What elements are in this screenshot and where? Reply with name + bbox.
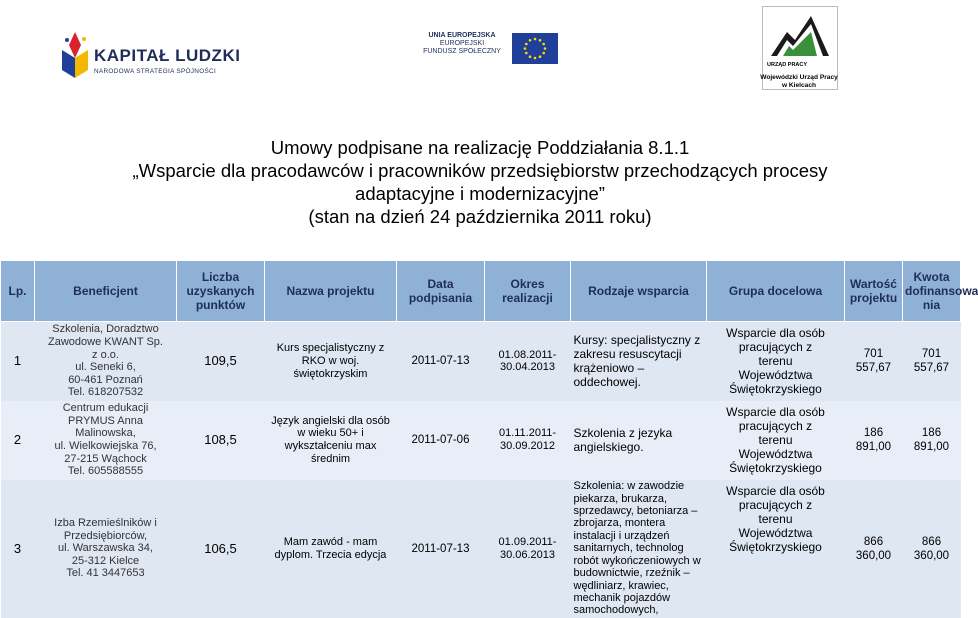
ue-line-2: EUROPEJSKI	[439, 40, 485, 47]
kapital-ludzki-subtitle: NARODOWA STRATEGIA SPÓJNOŚCI	[94, 68, 217, 75]
cell-lp: 2	[1, 401, 35, 480]
header-project-name: Nazwa projektu	[265, 261, 397, 322]
table-header-row	[1, 261, 961, 322]
cell-sign-date: 2011-07-06	[397, 401, 485, 480]
table-row	[1, 322, 961, 401]
wup-caption	[752, 74, 846, 90]
cell-period: 01.11.2011- 30.09.2012	[485, 401, 571, 480]
header-points: Liczba uzyskanych punktów	[177, 261, 265, 322]
header-target-group: Grupa docelowa	[707, 261, 845, 322]
cell-target-group: Wsparcie dla osób pracujących z terenu Województwa Świętokrzyskiego	[707, 480, 845, 618]
cell-sign-date: 2011-07-13	[397, 480, 485, 618]
header-funding: Kwota dofinansowa nia	[903, 261, 961, 322]
cell-lp: 3	[1, 480, 35, 618]
cell-lp: 1	[1, 322, 35, 401]
title-line-2: „Wsparcie dla pracodawców i pracowników przedsiębiorstw przechodzących procesy	[132, 160, 828, 181]
table-row	[1, 480, 961, 618]
kapital-ludzki-mark-icon	[60, 30, 90, 80]
kapital-ludzki-logo	[60, 30, 260, 80]
cell-value: 186 891,00	[845, 401, 903, 480]
header-sign-date: Data podpisania	[397, 261, 485, 322]
contracts-table	[0, 260, 978, 618]
cell-period: 01.09.2011- 30.06.2013	[485, 480, 571, 618]
cell-target-group: Wsparcie dla osób pracujących z terenu Województwa Świętokrzyskiego	[707, 322, 845, 401]
header-lp: Lp.	[1, 261, 35, 322]
cell-project-name: Kurs specjalistyczny z RKO w woj. świętokrzyskim	[265, 322, 397, 401]
cell-sign-date: 2011-07-13	[397, 322, 485, 401]
header-beneficiary: Beneficjent	[35, 261, 177, 322]
cell-support-types: Szkolenia: w zawodzie piekarza, brukarza, sprzedawcy, betoniarza – zbrojarza, montera instalacji i urządzeń sanitarnych, technolog robót wykończeniowych w budownictwie, rzeźnik – wędliniarz, krawiec, mechanik pojazdów samochodowych,	[571, 480, 707, 618]
cell-funding: 866 360,00	[903, 480, 961, 618]
unia-europejska-text	[416, 32, 508, 55]
ue-line-1: UNIA EUROPEJSKA	[428, 32, 496, 39]
title-line-1: Umowy podpisane na realizację Poddziałania 8.1.1	[270, 137, 690, 158]
cell-support-types: Szkolenia z jezyka angielskiego.	[571, 401, 707, 480]
cell-value: 701 557,67	[845, 322, 903, 401]
kapital-ludzki-title: KAPITAŁ LUDZKI	[94, 46, 241, 65]
cell-funding: 186 891,00	[903, 401, 961, 480]
table-row	[1, 401, 961, 480]
cell-beneficiary: Izba Rzemieślników i Przedsiębiorców, ul. Warszawska 34, 25-312 Kielce Tel. 41 3447653	[35, 480, 177, 618]
unia-europejska-logo	[416, 32, 562, 72]
cell-points: 108,5	[177, 401, 265, 480]
cell-beneficiary: Szkolenia, Doradztwo Zawodowe KWANT Sp. z o.o. ul. Seneki 6, 60-461 Poznań Tel. 618207532	[35, 322, 177, 401]
wup-caption-line-1: Wojewódzki Urząd Pracy	[760, 74, 838, 81]
cell-points: 109,5	[177, 322, 265, 401]
wup-caption-line-2: w Kielcach	[781, 82, 817, 89]
cell-funding: 701 557,67	[903, 322, 961, 401]
header-period: Okres realizacji	[485, 261, 571, 322]
cell-beneficiary: Centrum edukacji PRYMUS Anna Malinowska, ul. Wielkowiejska 76, 27-215 Wąchock Tel. 605588555	[35, 401, 177, 480]
cell-target-group: Wsparcie dla osób pracujących z terenu Województwa Świętokrzyskiego	[707, 401, 845, 480]
header-support-types: Rodzaje wsparcia	[571, 261, 707, 322]
title-line-4: (stan na dzień 24 października 2011 roku)	[308, 206, 652, 227]
cell-points: 106,5	[177, 480, 265, 618]
cell-support-types: Kursy: specjalistyczny z zakresu resuscytacji krążeniowo – oddechowej.	[571, 322, 707, 401]
wup-graphic-icon	[767, 10, 833, 60]
ue-line-3: FUNDUSZ SPOŁECZNY	[423, 48, 501, 55]
cell-value: 866 360,00	[845, 480, 903, 618]
cell-period: 01.08.2011- 30.04.2013	[485, 322, 571, 401]
eu-flag-icon	[512, 33, 558, 64]
wup-badge-label: URZĄD PRACY	[767, 62, 808, 68]
title-line-3: adaptacyjne i modernizacyjne”	[355, 183, 605, 204]
cell-project-name: Język angielski dla osób w wieku 50+ i wykształceniu max średnim	[265, 401, 397, 480]
page-title	[0, 136, 960, 228]
cell-project-name: Mam zawód - mam dyplom. Trzecia edycja	[265, 480, 397, 618]
header-value: Wartość projektu	[845, 261, 903, 322]
